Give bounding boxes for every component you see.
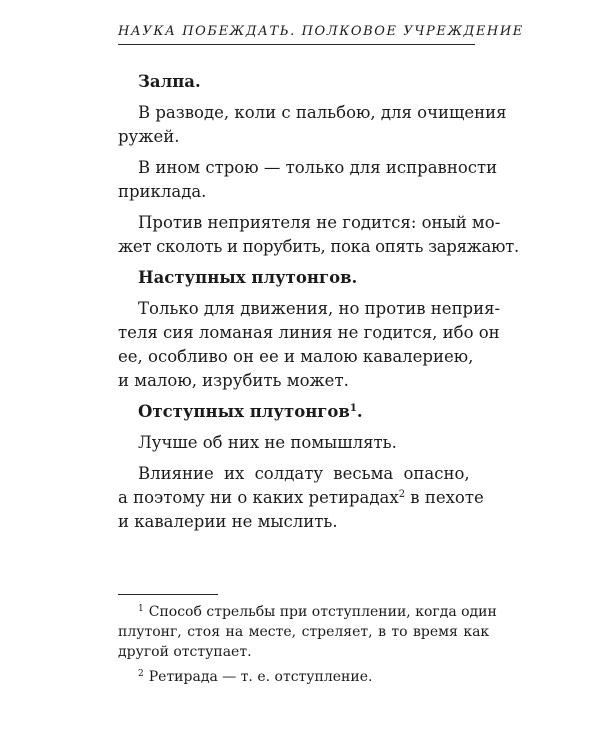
footnote-line: другой отступает.: [118, 644, 252, 660]
footnote-line: плутонг, стоя на месте, стреляет, в то время как: [118, 624, 490, 640]
heading-line: [118, 400, 478, 424]
footnote-line: [118, 667, 478, 687]
paragraph-text: в пехоте: [405, 488, 484, 507]
footnote-mark: 2: [138, 669, 144, 679]
heading-text: Наступных плутонгов.: [138, 268, 358, 287]
paragraph-line: Только для движения, но против неприя-: [138, 299, 501, 318]
paragraph-line: [118, 486, 484, 510]
paragraph-line: и кавалерии не мыслить.: [118, 512, 338, 531]
paragraph-line: Влияние их солдату весьма опасно,: [138, 464, 470, 483]
paragraph-line: теля сия ломаная линия не годится, ибо он: [118, 323, 500, 342]
paragraph: [118, 156, 498, 204]
footnote-ref[interactable]: 2: [398, 489, 406, 500]
footnote-text: Ретирада — т. е. отступление.: [148, 669, 373, 685]
running-head: НАУКА ПОБЕЖДАТЬ. ПОЛКОВОЕ УЧРЕЖДЕНИЕ: [118, 24, 524, 39]
paragraph: [118, 297, 501, 393]
heading-text: Отступных плутонгов: [138, 402, 350, 421]
running-head-rule: [118, 44, 475, 45]
footnote: [118, 602, 497, 662]
section-heading-otstupnyh: [118, 400, 478, 424]
paragraph-line: и малою, изрубить может.: [118, 371, 349, 390]
paragraph-line: В разводе, коли с пальбою, для очищения: [138, 103, 507, 122]
footnote-line: [118, 602, 497, 622]
body-text: [118, 70, 519, 541]
footnote-ref[interactable]: 1: [349, 403, 357, 414]
footnote: [118, 667, 478, 687]
paragraph-text: а поэтому ни о каких ретирадах: [118, 488, 399, 507]
footnote-rule: [118, 594, 218, 595]
paragraph: [118, 211, 519, 259]
footnotes: [118, 602, 497, 692]
section-heading-zalpa: [118, 70, 478, 94]
paragraph-line: Лучше об них не помышлять.: [138, 433, 397, 452]
paragraph-line: жет сколоть и порубить, пока опять заряжают.: [118, 237, 519, 256]
heading-text: Залпа.: [138, 72, 201, 91]
section-heading-nastupnyh: [118, 266, 478, 290]
footnote-text: Способ стрельбы при отступлении, когда один: [148, 604, 497, 620]
paragraph-line: приклада.: [118, 182, 207, 201]
paragraph: [118, 462, 484, 534]
footnote-mark: 1: [138, 604, 144, 614]
paragraph: [118, 431, 478, 455]
paragraph: [118, 101, 507, 149]
heading-punctuation: .: [356, 402, 363, 421]
paragraph-line: В ином строю — только для исправности: [138, 158, 498, 177]
paragraph-line: ее, особливо он ее и малою кавалериею,: [118, 347, 474, 366]
paragraph-line: Против неприятеля не годится: оный мо-: [138, 213, 501, 232]
paragraph-line: ружей.: [118, 127, 180, 146]
